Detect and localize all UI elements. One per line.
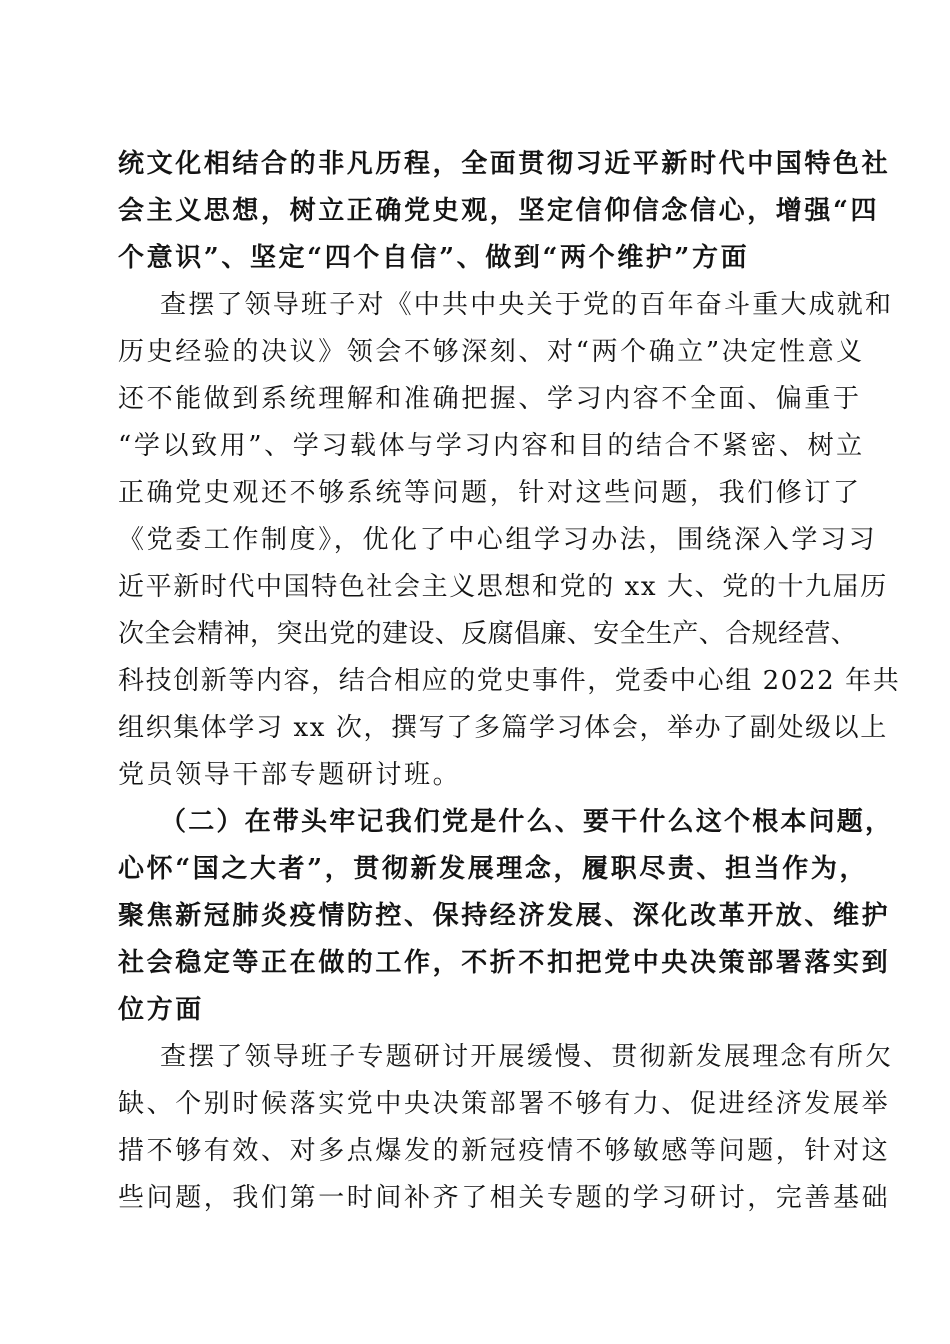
section1-body-line-10: 组织集体学习 xx 次，撰写了多篇学习体会，举办了副处级以上 bbox=[118, 713, 888, 743]
section1-heading-line-1: 统文化相结合的非凡历程，全面贯彻习近平新时代中国特色社 bbox=[118, 149, 891, 179]
section2-heading-line-4: 社会稳定等正在做的工作，不折不扣把党中央决策部署落实到 bbox=[118, 948, 891, 978]
section2-body-line-4: 些问题，我们第一时间补齐了相关专题的学习研讨，完善基础 bbox=[118, 1183, 891, 1213]
section1-body-line-8: 次全会精神，突出党的建设、反腐倡廉、安全生产、合规经营、 bbox=[118, 619, 858, 649]
section2-heading-line-1: （二）在带头牢记我们党是什么、要干什么这个根本问题， bbox=[160, 807, 894, 837]
section2-body-line-1: 查摆了领导班子专题研讨开展缓慢、贯彻新发展理念有所欠 bbox=[160, 1042, 894, 1072]
section1-heading-line-2: 会主义思想，树立正确党史观，坚定信仰信念信心，增强“四 bbox=[118, 196, 880, 226]
section1-body-line-7: 近平新时代中国特色社会主义思想和党的 xx 大、党的十九届历 bbox=[118, 572, 888, 602]
section1-body-line-3: 还不能做到系统理解和准确把握、学习内容不全面、偏重于 bbox=[118, 384, 862, 414]
section1-body-line-5: 正确党史观还不够系统等问题，针对这些问题，我们修订了 bbox=[118, 478, 862, 508]
section2-body-line-2: 缺、个别时候落实党中央决策部署不够有力、促进经济发展举 bbox=[118, 1089, 891, 1119]
section1-heading-line-3: 个意识”、坚定“四个自信”、做到“两个维护”方面 bbox=[118, 243, 750, 273]
section1-body-line-1: 查摆了领导班子对《中共中央关于党的百年奋斗重大成就和 bbox=[160, 290, 894, 320]
section1-body-line-6: 《党委工作制度》，优化了中心组学习办法，围绕深入学习习 bbox=[118, 525, 878, 555]
section2-heading-line-2: 心怀“国之大者”，贯彻新发展理念，履职尽责、担当作为， bbox=[118, 854, 869, 884]
section1-body-line-11: 党员领导干部专题研讨班。 bbox=[118, 760, 462, 790]
section1-body-line-4: “学以致用”、学习载体与学习内容和目的结合不紧密、树立 bbox=[118, 431, 865, 461]
section1-body-line-2: 历史经验的决议》领会不够深刻、对“两个确立”决定性意义 bbox=[118, 337, 865, 367]
section2-heading-line-3: 聚焦新冠肺炎疫情防控、保持经济发展、深化改革开放、维护 bbox=[118, 901, 891, 931]
section1-body-line-9: 科技创新等内容，结合相应的党史事件，党委中心组 2022 年共 bbox=[118, 666, 901, 696]
section2-body-line-3: 措不够有效、对多点爆发的新冠疫情不够敏感等问题，针对这 bbox=[118, 1136, 891, 1166]
section2-heading-line-5: 位方面 bbox=[118, 995, 204, 1025]
